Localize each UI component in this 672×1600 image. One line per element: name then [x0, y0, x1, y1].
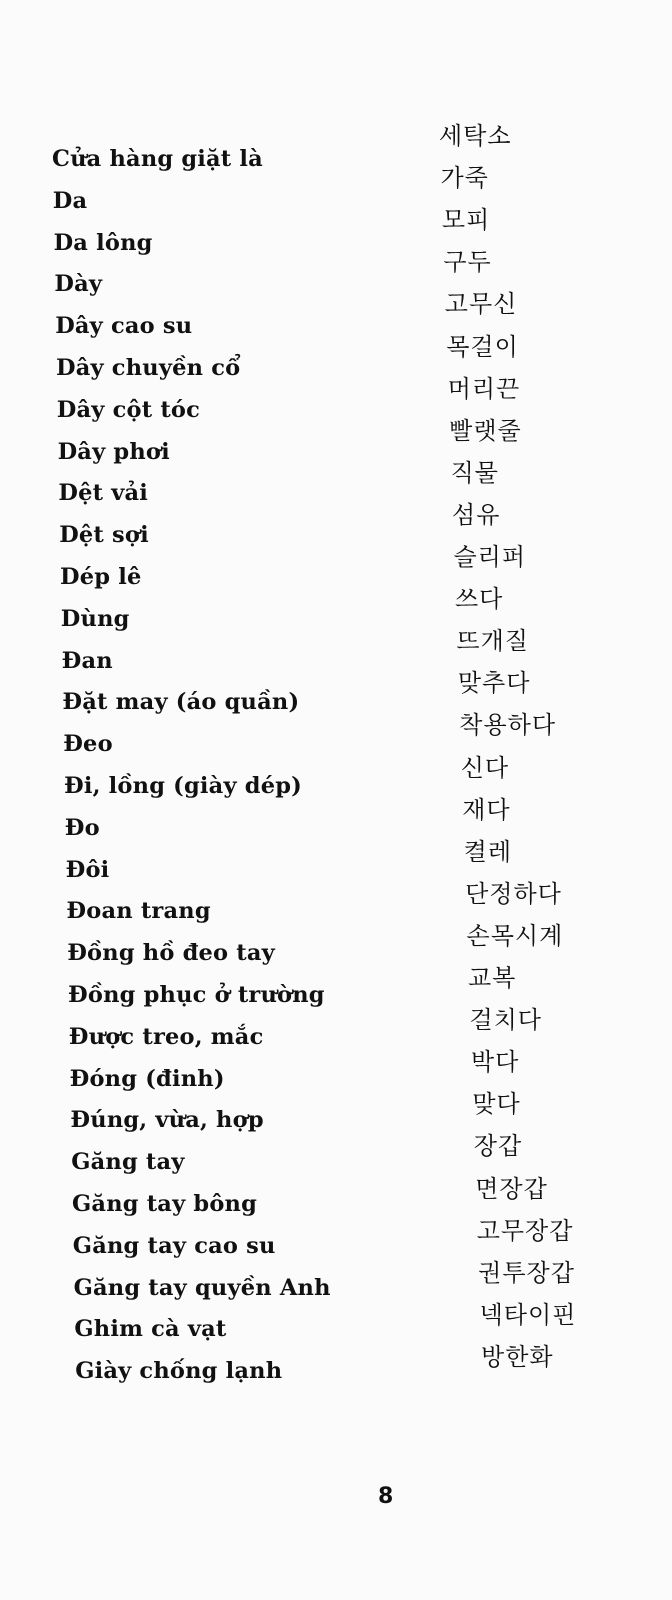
vietnamese-term: Đồng phục ở trường [68, 982, 325, 1008]
vietnamese-term: Da lông [53, 229, 153, 256]
korean-term: 모피 [441, 206, 491, 235]
korean-term: 슬리퍼 [453, 543, 527, 571]
vietnamese-term: Đôi [65, 856, 110, 883]
vietnamese-term: Được treo, mắc [68, 1023, 264, 1050]
vietnamese-term: Đúng, vừa, hợp [70, 1107, 264, 1134]
vietnamese-term: Găng tay bông [72, 1191, 258, 1217]
vietnamese-term: Đo [64, 814, 100, 841]
vietnamese-term: Giày chống lạnh [75, 1358, 283, 1385]
vietnamese-term: Dây phơi [57, 438, 170, 465]
vietnamese-term: Dệt sợi [59, 522, 149, 549]
korean-term: 세탁소 [439, 122, 512, 150]
korean-term: 단정하다 [465, 879, 562, 908]
korean-term: 맞추다 [457, 669, 531, 698]
korean-term: 장갑 [473, 1132, 523, 1161]
vietnamese-term: Dây cao su [55, 313, 193, 340]
korean-term: 걸치다 [469, 1006, 542, 1035]
vietnamese-term: Găng tay cao su [72, 1232, 276, 1259]
korean-term: 재다 [462, 795, 511, 824]
korean-term: 손목시계 [466, 921, 564, 950]
vietnamese-term: Dày [54, 271, 103, 298]
korean-term: 켤레 [463, 837, 513, 866]
vietnamese-term: Đeo [63, 731, 113, 758]
vietnamese-term: Dây cột tóc [56, 396, 201, 423]
korean-term: 방한화 [481, 1342, 554, 1371]
korean-term: 빨랫줄 [449, 416, 522, 445]
vietnamese-term: Da [52, 187, 88, 214]
korean-term: 섬유 [452, 500, 501, 529]
vietnamese-term: Đóng (đinh) [69, 1065, 225, 1092]
page-number: 8 [378, 1484, 394, 1509]
vietnamese-term: Đi, lồng (giày dép) [64, 773, 302, 799]
korean-term: 구두 [443, 248, 492, 277]
vietnamese-term: Đoan trang [66, 898, 211, 925]
vietnamese-term: Dây chuyền cổ [56, 355, 241, 381]
korean-term: 목걸이 [446, 332, 519, 361]
korean-term: 권투장갑 [478, 1258, 575, 1287]
korean-term: 머리끈 [447, 374, 521, 403]
vietnamese-term: Dép lê [60, 564, 142, 590]
korean-term: 신다 [460, 753, 510, 782]
korean-term: 고무장갑 [476, 1216, 574, 1245]
korean-term: 교복 [468, 964, 517, 992]
korean-term: 직물 [450, 458, 499, 487]
vietnamese-term: Găng tay quyền Anh [73, 1274, 331, 1301]
korean-term: 넥타이핀 [479, 1300, 577, 1329]
korean-term: 쓰다 [454, 585, 504, 614]
korean-term: 고무신 [444, 290, 518, 319]
korean-term: 맞다 [472, 1090, 521, 1119]
vietnamese-term: Găng tay [71, 1149, 185, 1176]
vietnamese-term: Đồng hồ đeo tay [67, 940, 275, 967]
vietnamese-term: Cửa hàng giặt là [52, 146, 263, 172]
vietnamese-term: Ghim cà vạt [74, 1316, 227, 1343]
vietnamese-term: Dệt vải [58, 480, 149, 507]
korean-term: 착용하다 [459, 711, 557, 740]
korean-term: 가죽 [440, 164, 489, 193]
vietnamese-term: Đan [61, 647, 113, 674]
korean-term: 면장갑 [475, 1174, 548, 1203]
vietnamese-term: Đặt may (áo quần) [62, 689, 300, 716]
korean-term: 뜨개질 [456, 627, 529, 656]
korean-term: 박다 [470, 1048, 520, 1077]
vietnamese-term: Dùng [60, 605, 130, 632]
